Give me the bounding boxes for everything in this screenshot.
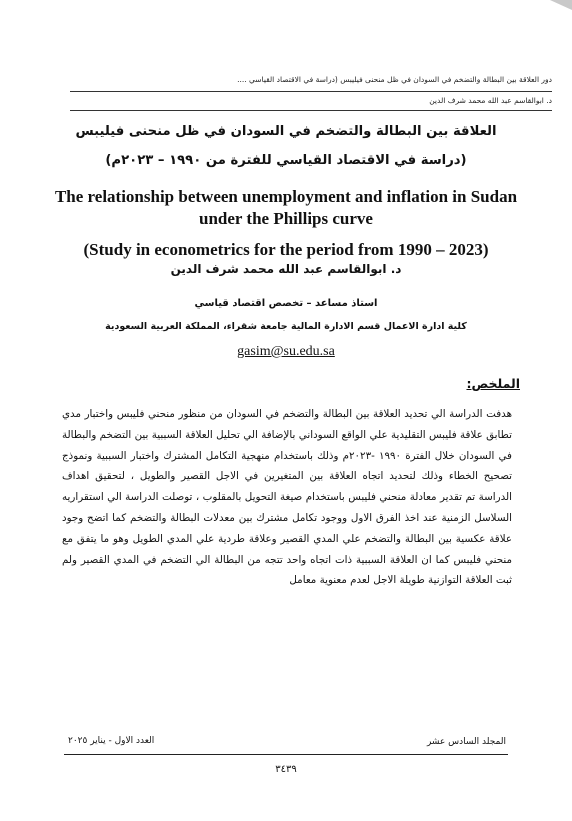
running-header-author: د. ابوالقاسم عبد الله محمد شرف الدين bbox=[429, 96, 552, 105]
arabic-title: العلاقة بين البطالة والتضخم في السودان في ظل منحنى فيليبس bbox=[75, 124, 497, 139]
footer-rule bbox=[64, 754, 508, 755]
header-rule-bottom bbox=[70, 110, 552, 111]
page-number: ٣٤٣٩ bbox=[275, 764, 297, 775]
author-affiliation: كلية ادارة الاعمال قسم الادارة المالية جامعة شقراء، المملكة العربية السعودية bbox=[105, 321, 467, 332]
arabic-subtitle: (دراسة في الاقتصاد القياسي للفترة من ١٩٩٠ – ٢٠٢٣م) bbox=[105, 153, 467, 168]
abstract-body: هدفت الدراسة الي تحديد العلاقة بين البطالة والتضخم في السودان من منظور منحني فليبس واختبار مدي تطابق علاقة فليبس التقليدية علي الواقع السوداني بالإضافة الي تحليل العلاقة السببية بين التضخم والبطالة في السودان خلال الفترة ١٩٩٠ -٢٠٢٣م وذلك باستخدام منهجية التكامل المشترك واختبار السببية ونموذج تصحيح الخطاء وذلك لتحديد اتجاه العلاقة بين المتغيرين في الاجل القصير والطويل ، لتحقيق اهداف الدراسة تم تقدير معادلة منحني فليبس باستخدام صيغة التحويل بالمقلوب ، توصلت الدراسة الي استقراريه السلاسل الزمنية عند اخذ الفرق الاول ووجود تكامل مشترك بين معدلات البطالة والتضخم كما اتضح وجود علاقة عكسية بين البطالة والتضخم علي المدي القصير وعلاقة طردية علي المدي الطويل وهو ما يتفق مع منحني فليبس كما ان العلاقة السببية ذات اتجاه واحد تتجه من البطالة الي التضخم في المدي القصير ولم ثبت العلاقة التوازنية طويلة الاجل لعدم معنوية معامل bbox=[62, 408, 512, 587]
footer-issue: العدد الاول - يناير ٢٠٢٥ bbox=[68, 736, 155, 746]
header-rule-top bbox=[70, 91, 552, 92]
author-position: استاذ مساعد – تخصص اقتصاد قياسي bbox=[194, 298, 378, 309]
english-subtitle: (Study in econometrics for the period from 1990 – 2023) bbox=[83, 240, 489, 259]
english-title: The relationship between unemployment and inflation in Sudan under the Phillips curve bbox=[54, 187, 518, 228]
author-email-link[interactable]: gasim@su.edu.sa bbox=[237, 344, 335, 359]
page-corner-fold bbox=[550, 0, 572, 10]
author-name: د. ابوالقاسم عبد الله محمد شرف الدين bbox=[170, 262, 402, 276]
running-header-title: دور العلاقة بين البطالة والتضخم في السودان في ظل منحنى فيليبس (دراسة في الاقتصاد القياسي .... bbox=[237, 75, 552, 84]
abstract-heading: الملخص: bbox=[466, 376, 520, 391]
footer-volume: المجلد السادس عشر bbox=[426, 737, 506, 747]
